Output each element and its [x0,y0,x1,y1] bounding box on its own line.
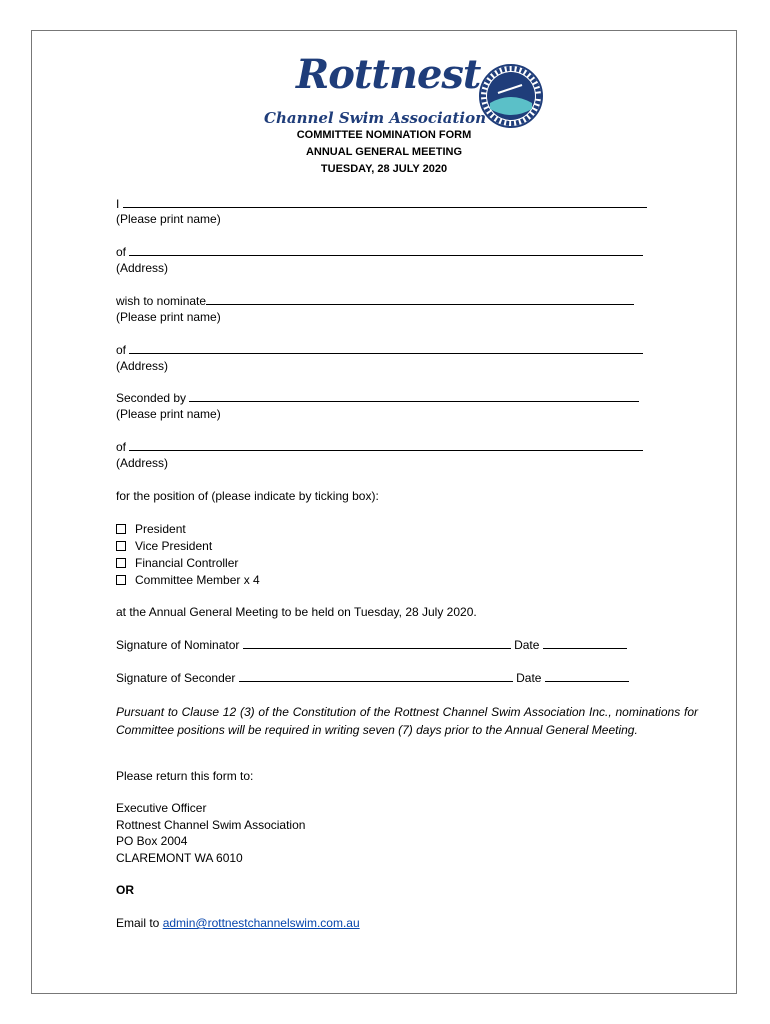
seconder-signature-row [116,670,629,686]
address-line-2: Rottnest Channel Swim Association [116,818,306,832]
checkbox-icon[interactable] [116,558,126,568]
seconder-signature-label: Signature of Seconder [116,671,236,685]
nominate-name-field[interactable] [206,293,634,305]
email-link[interactable]: admin@rottnestchannelswim.com.au [162,916,360,930]
nominee-name-hint: (Please print name) [116,212,221,226]
seconder-name-row [116,390,639,406]
position-label: Vice President [135,539,213,553]
position-financial-controller[interactable] [116,555,238,571]
position-vice-president[interactable] [116,538,212,554]
association-logo [264,49,554,129]
form-page [31,30,737,994]
heading-line-2: ANNUAL GENERAL MEETING [305,146,463,158]
checkbox-icon[interactable] [116,541,126,551]
email-row [116,915,360,931]
position-label: Committee Member x 4 [135,573,260,587]
heading-line-3: TUESDAY, 28 JULY 2020 [320,163,448,175]
nominee-name-row [116,196,647,212]
seconder-address-hint: (Address) [116,456,169,470]
nominator-signature-field[interactable] [243,637,511,649]
nominee-address-prefix: of [116,245,127,259]
nominate-address-field[interactable] [129,342,643,354]
address-line-3: PO Box 2004 [116,834,188,848]
nominate-name-hint: (Please print name) [116,310,221,324]
nominate-address-hint: (Address) [116,359,169,373]
or-separator: OR [116,883,134,897]
nominee-address-hint: (Address) [116,261,169,275]
position-committee-member[interactable] [116,572,260,588]
position-president[interactable] [116,521,186,537]
seconder-name-field[interactable] [189,390,639,402]
seconder-signature-field[interactable] [239,670,513,682]
seconder-date-label: Date [516,671,542,685]
nominee-address-field[interactable] [129,244,643,256]
meeting-statement: at the Annual General Meeting to be held on Tuesday, 28 July 2020. [116,605,477,619]
email-prefix: Email to [116,916,160,930]
nominee-prefix: I [116,197,120,211]
nominee-name-field[interactable] [123,196,647,208]
logo-wordmark: Rottnest [296,51,481,98]
position-label: President [135,522,186,536]
position-label: Financial Controller [135,556,239,570]
checkbox-icon[interactable] [116,524,126,534]
seconder-date-field[interactable] [545,670,629,682]
form-heading [32,127,736,178]
seconder-address-field[interactable] [129,439,643,451]
address-line-1: Executive Officer [116,801,207,815]
nominate-name-row [116,293,634,309]
nominee-address-row [116,244,643,260]
return-instruction: Please return this form to: [116,769,254,783]
constitution-note: Pursuant to Clause 12 (3) of the Constitution of the Rottnest Channel Swim Association Inc., nominations for Committee positions will be required in writing seven (7) days prior to the Annual General Meeting. [116,705,698,737]
position-intro: for the position of (please indicate by ticking box): [116,489,379,503]
nominate-prefix: wish to nominate [116,294,207,308]
nominator-date-field[interactable] [543,637,627,649]
nominator-signature-label: Signature of Nominator [116,638,240,652]
address-line-4: CLAREMONT WA 6010 [116,851,243,865]
seconder-name-hint: (Please print name) [116,407,221,421]
nominate-address-prefix: of [116,343,127,357]
nominate-address-row [116,342,643,358]
checkbox-icon[interactable] [116,575,126,585]
seconder-prefix: Seconded by [116,391,187,405]
logo-subtitle: Channel Swim Association [264,109,486,127]
nominator-signature-row [116,637,627,653]
seconder-address-row [116,439,643,455]
logo-badge-icon [478,63,544,129]
nominator-date-label: Date [514,638,540,652]
seconder-address-prefix: of [116,440,127,454]
heading-line-1: COMMITTEE NOMINATION FORM [296,129,472,141]
